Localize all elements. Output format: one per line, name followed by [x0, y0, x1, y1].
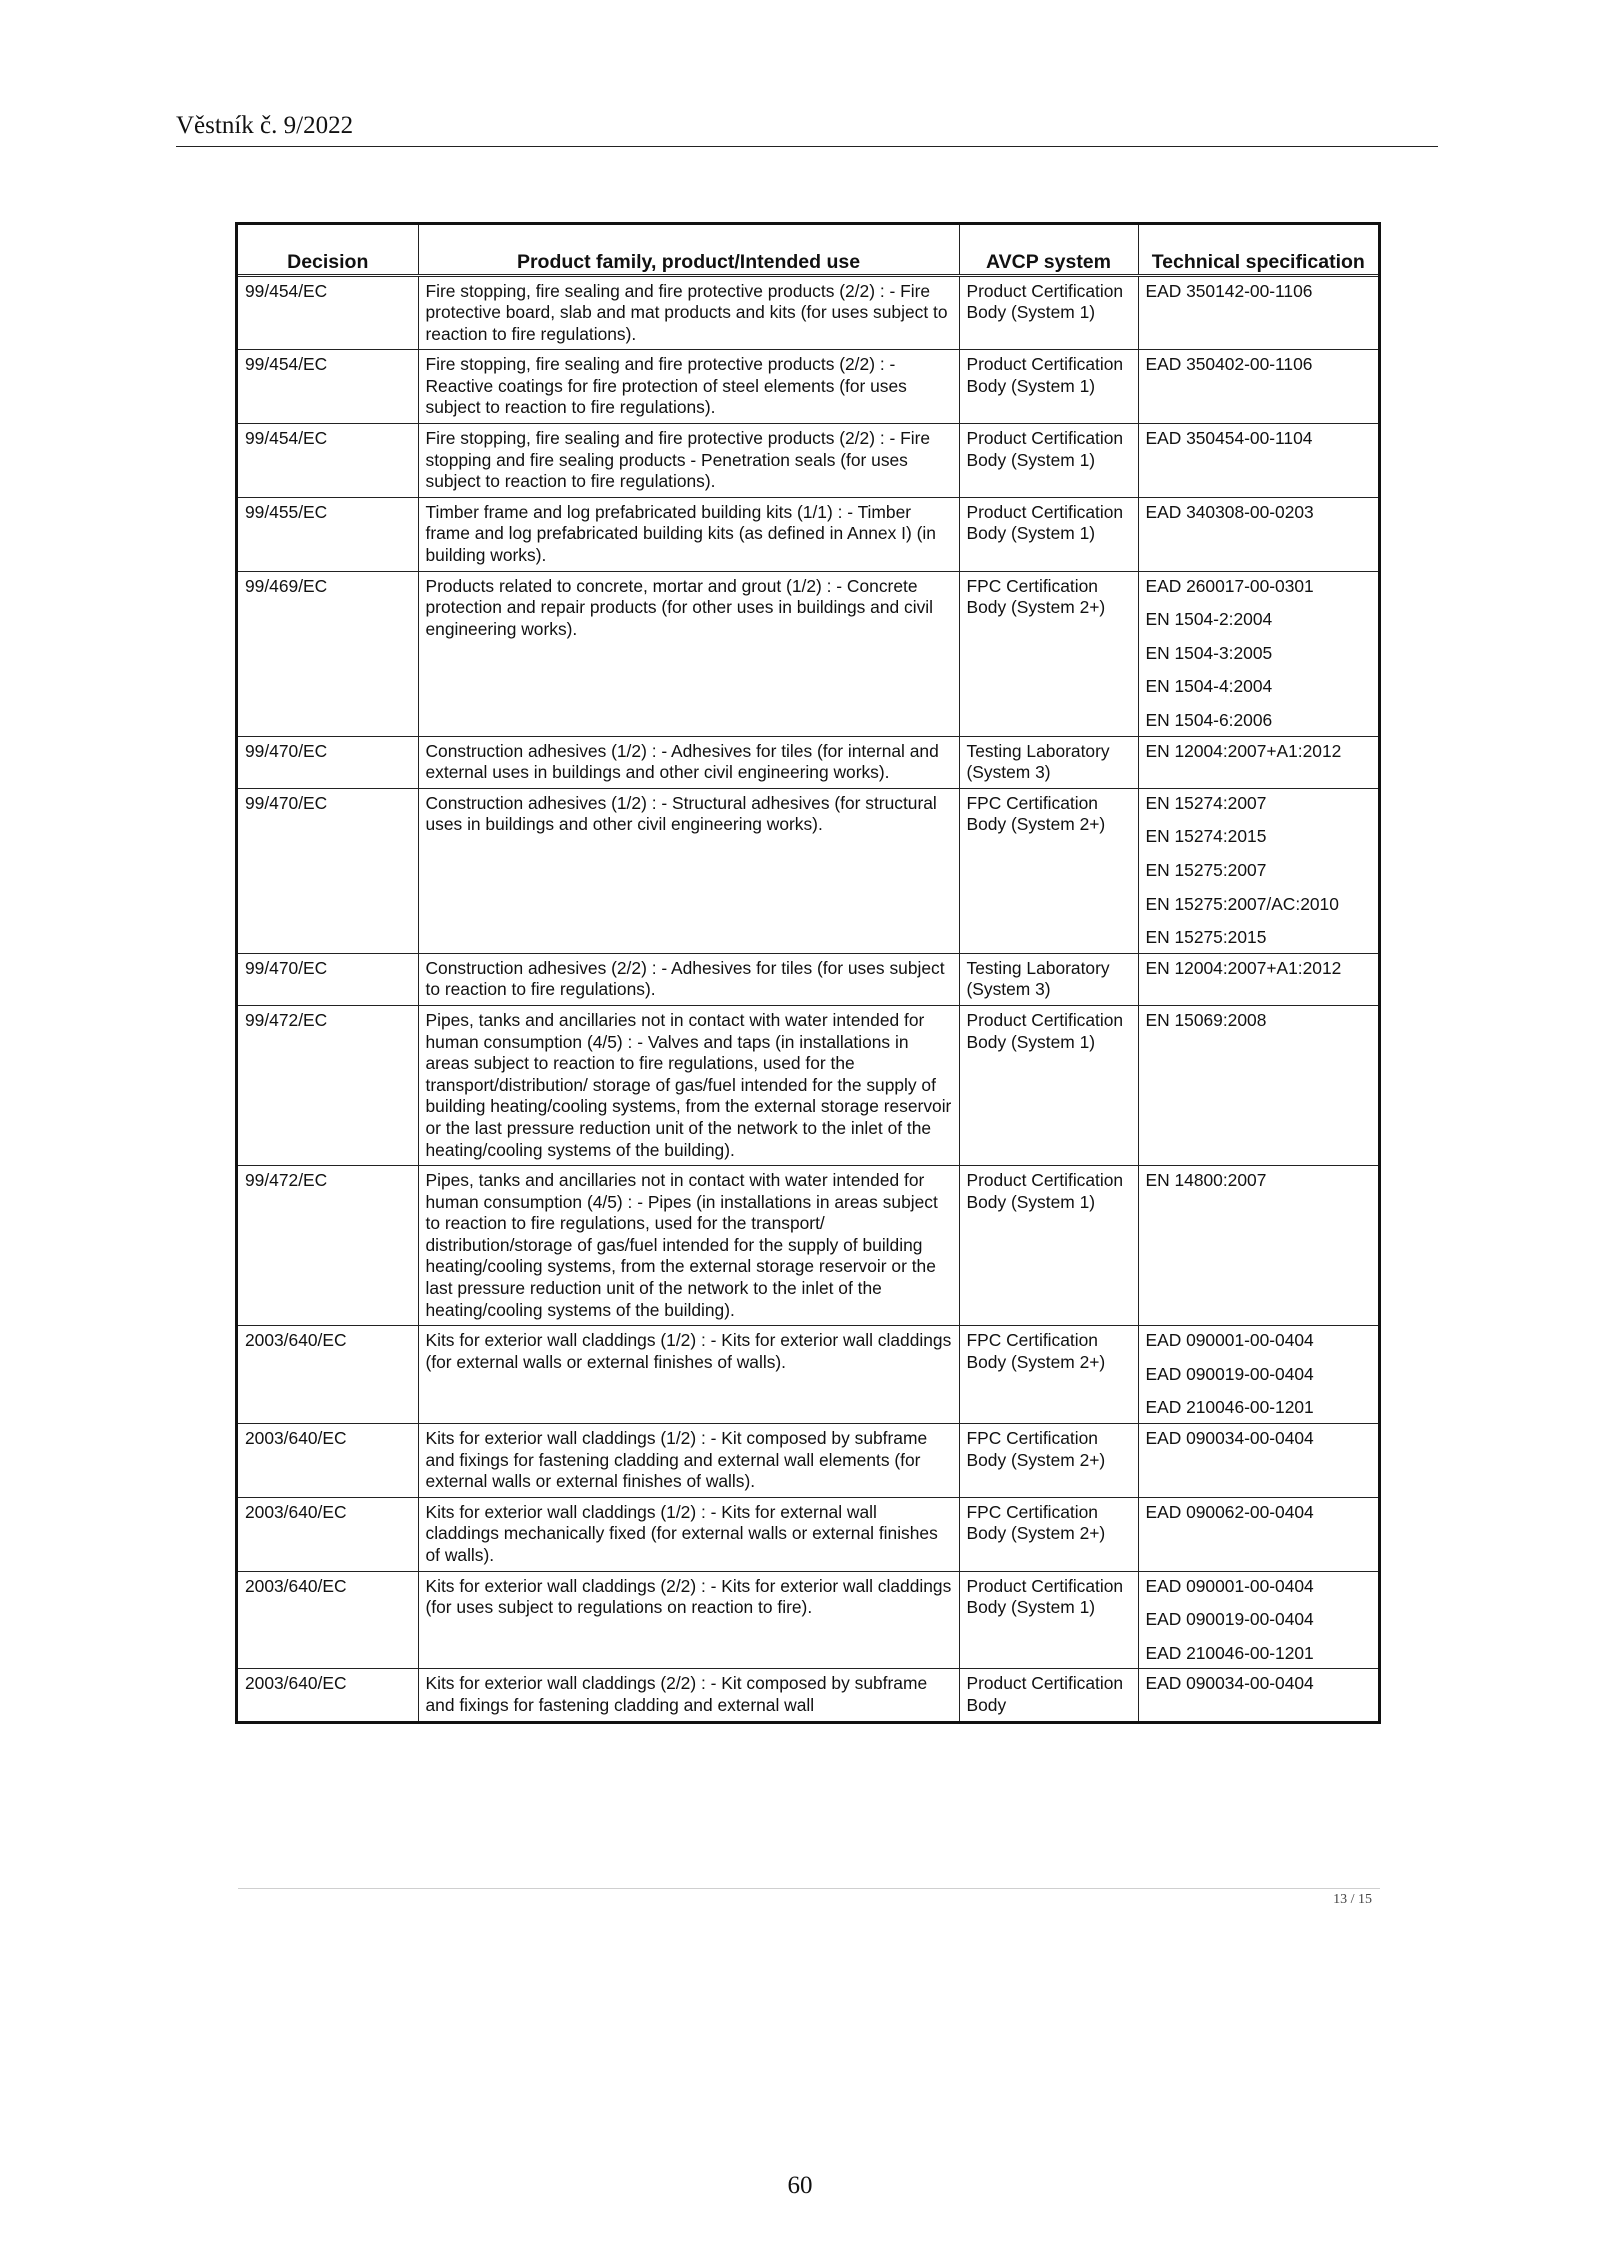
- product-cell: Fire stopping, fire sealing and fire protective products (2/2) : - Fire protective board, slab and mat products and kits (for uses subject to reaction to fire regulations).: [418, 275, 959, 350]
- table-row: [238, 788, 1378, 953]
- technical-spec-cell: [1138, 1669, 1378, 1721]
- technical-spec-cell: [1138, 736, 1378, 788]
- footer-divider: [238, 1888, 1380, 1889]
- technical-spec-item: EAD 350142-00-1106: [1145, 280, 1313, 301]
- decision-cell: 2003/640/EC: [238, 1424, 418, 1498]
- technical-spec-cell: [1138, 788, 1378, 953]
- avcp-cell: FPC Certification Body (System 2+): [959, 1326, 1138, 1424]
- decision-cell: 2003/640/EC: [238, 1571, 418, 1669]
- product-cell: Kits for exterior wall claddings (1/2) : - Kit composed by subframe and fixings for fastening cladding and external wall elements (for external walls or external finishes of walls).: [418, 1424, 959, 1498]
- product-cell: Pipes, tanks and ancillaries not in contact with water intended for human consumption (4/5) : - Pipes (in installations in areas subject to reaction to fire regulations, used for the transport/ distribution/storage of gas/fuel intended for the supply of building heating/cooling systems, from the external storage reservoir or the last pressure reduction unit of the network to the inlet of the heating/cooling systems of the building).: [418, 1166, 959, 1326]
- technical-spec-item: EAD 090001-00-0404: [1145, 1575, 1314, 1596]
- technical-spec-item: EAD 350402-00-1106: [1145, 354, 1313, 375]
- decision-cell: 99/469/EC: [238, 571, 418, 736]
- decision-cell: 99/472/EC: [238, 1005, 418, 1165]
- table-row: [238, 1166, 1378, 1326]
- decision-cell: 2003/640/EC: [238, 1669, 418, 1721]
- table-row: [238, 736, 1378, 788]
- product-cell: Kits for exterior wall claddings (2/2) : - Kits for exterior wall claddings (for uses subject to regulations on reaction to fire).: [418, 1571, 959, 1669]
- technical-spec-cell: [1138, 1497, 1378, 1571]
- decision-cell: 2003/640/EC: [238, 1497, 418, 1571]
- technical-spec-item: EAD 090019-00-0404: [1145, 1363, 1314, 1384]
- avcp-cell: Product Certification Body (System 1): [959, 424, 1138, 498]
- technical-spec-item: EN 12004:2007+A1:2012: [1145, 957, 1342, 978]
- technical-spec-item: EAD 090019-00-0404: [1145, 1609, 1314, 1630]
- product-cell: Fire stopping, fire sealing and fire protective products (2/2) : - Fire stopping and fire sealing products - Penetration seals (for uses subject to reaction to fire regulations).: [418, 424, 959, 498]
- avcp-cell: Product Certification Body (System 1): [959, 350, 1138, 424]
- column-header-technical-spec: Technical specification: [1138, 225, 1378, 275]
- avcp-cell: Product Certification Body (System 1): [959, 497, 1138, 571]
- technical-spec-item: EN 12004:2007+A1:2012: [1145, 740, 1342, 761]
- decision-cell: 99/454/EC: [238, 424, 418, 498]
- technical-spec-item: EN 1504-2:2004: [1145, 609, 1273, 630]
- avcp-cell: Product Certification Body (System 1): [959, 1571, 1138, 1669]
- product-cell: Construction adhesives (2/2) : - Adhesives for tiles (for uses subject to reaction to fire regulations).: [418, 953, 959, 1005]
- product-cell: Kits for exterior wall claddings (2/2) : - Kit composed by subframe and fixings for fastening cladding and external wall: [418, 1669, 959, 1721]
- table-header-row: [238, 225, 1378, 275]
- technical-spec-item: EN 15275:2007/AC:2010: [1145, 893, 1339, 914]
- technical-spec-item: EAD 350454-00-1104: [1145, 428, 1313, 449]
- technical-spec-cell: [1138, 424, 1378, 498]
- table-row: [238, 1424, 1378, 1498]
- avcp-cell: FPC Certification Body (System 2+): [959, 788, 1138, 953]
- table-row: [238, 1571, 1378, 1669]
- page-header-title: Věstník č. 9/2022: [176, 112, 354, 139]
- technical-spec-item: EN 15274:2007: [1145, 792, 1267, 813]
- technical-spec-cell: [1138, 1326, 1378, 1424]
- column-header-avcp: AVCP system: [959, 225, 1138, 275]
- product-cell: Pipes, tanks and ancillaries not in contact with water intended for human consumption (4/5) : - Valves and taps (in installations in areas subject to reaction to fire regulations, used for the transport/distribution/ storage of gas/fuel intended for the supply of building heating/cooling systems, from the external storage reservoir or the last pressure reduction unit of the network to the inlet of the heating/cooling systems of the building).: [418, 1005, 959, 1165]
- table-row: [238, 424, 1378, 498]
- table-row: [238, 1669, 1378, 1721]
- avcp-cell: Product Certification Body (System 1): [959, 1166, 1138, 1326]
- column-header-product: Product family, product/Intended use: [418, 225, 959, 275]
- table-body: [238, 275, 1378, 1721]
- technical-spec-cell: [1138, 571, 1378, 736]
- technical-spec-item: EAD 090001-00-0404: [1145, 1330, 1314, 1351]
- decision-cell: 2003/640/EC: [238, 1326, 418, 1424]
- avcp-cell: Product Certification Body (System 1): [959, 275, 1138, 350]
- decision-cell: 99/472/EC: [238, 1166, 418, 1326]
- avcp-cell: FPC Certification Body (System 2+): [959, 571, 1138, 736]
- decision-cell: 99/470/EC: [238, 788, 418, 953]
- technical-spec-item: EN 15275:2007: [1145, 859, 1267, 880]
- technical-spec-item: EN 1504-4:2004: [1145, 676, 1273, 697]
- product-cell: Construction adhesives (1/2) : - Adhesives for tiles (for internal and external uses in buildings and other civil engineering works).: [418, 736, 959, 788]
- technical-spec-cell: [1138, 1571, 1378, 1669]
- technical-spec-cell: [1138, 1005, 1378, 1165]
- technical-spec-item: EN 15274:2015: [1145, 826, 1267, 847]
- technical-spec-item: EAD 340308-00-0203: [1145, 501, 1314, 522]
- product-cell: Construction adhesives (1/2) : - Structural adhesives (for structural uses in buildings and other civil engineering works).: [418, 788, 959, 953]
- technical-spec-cell: [1138, 275, 1378, 350]
- technical-spec-item: EAD 090062-00-0404: [1145, 1501, 1314, 1522]
- table-row: [238, 497, 1378, 571]
- column-header-decision: Decision: [238, 225, 418, 275]
- technical-spec-item: EAD 090034-00-0404: [1145, 1673, 1314, 1694]
- table-row: [238, 953, 1378, 1005]
- product-cell: Kits for exterior wall claddings (1/2) : - Kits for external wall claddings mechanically fixed (for external walls or external finishes of walls).: [418, 1497, 959, 1571]
- technical-spec-item: EN 1504-6:2006: [1145, 710, 1273, 730]
- decisions-table: [235, 222, 1381, 1724]
- technical-spec-cell: [1138, 953, 1378, 1005]
- technical-spec-item: EN 14800:2007: [1145, 1170, 1267, 1191]
- technical-spec-cell: [1138, 1424, 1378, 1498]
- technical-spec-item: EN 15069:2008: [1145, 1009, 1267, 1030]
- technical-spec-item: EAD 210046-00-1201: [1145, 1397, 1314, 1418]
- avcp-cell: FPC Certification Body (System 2+): [959, 1497, 1138, 1571]
- product-cell: Products related to concrete, mortar and grout (1/2) : - Concrete protection and repair products (for other uses in buildings and civil engineering works).: [418, 571, 959, 736]
- technical-spec-cell: [1138, 497, 1378, 571]
- page-count: 13 / 15: [1333, 1892, 1372, 1907]
- technical-spec-item: EN 15275:2015: [1145, 927, 1267, 948]
- table-row: [238, 571, 1378, 736]
- page-number: 60: [787, 2172, 813, 2199]
- technical-spec-cell: [1138, 350, 1378, 424]
- decision-cell: 99/454/EC: [245, 280, 328, 301]
- table-row: [238, 1326, 1378, 1424]
- technical-spec-cell: [1138, 1166, 1378, 1326]
- decision-cell: 99/455/EC: [238, 497, 418, 571]
- header-divider: [176, 146, 1438, 147]
- avcp-cell: FPC Certification Body (System 2+): [959, 1424, 1138, 1498]
- avcp-cell: Testing Laboratory (System 3): [959, 953, 1138, 1005]
- avcp-cell: Product Certification Body (System 1): [959, 1005, 1138, 1165]
- avcp-cell: Product Certification Body: [959, 1669, 1138, 1721]
- technical-spec-item: EAD 210046-00-1201: [1145, 1642, 1314, 1663]
- table-row: [238, 350, 1378, 424]
- product-cell: Fire stopping, fire sealing and fire protective products (2/2) : - Reactive coatings for fire protection of steel elements (for uses subject to reaction to fire regulations).: [418, 350, 959, 424]
- decision-cell: 99/470/EC: [238, 736, 418, 788]
- table-row: [238, 275, 1378, 350]
- table-row: [238, 1005, 1378, 1165]
- technical-spec-item: EN 1504-3:2005: [1145, 642, 1273, 663]
- table-row: [238, 1497, 1378, 1571]
- product-cell: Kits for exterior wall claddings (1/2) : - Kits for exterior wall claddings (for external walls or external finishes of walls).: [418, 1326, 959, 1424]
- decision-cell: 99/470/EC: [238, 953, 418, 1005]
- avcp-cell: Testing Laboratory (System 3): [959, 736, 1138, 788]
- decision-cell: 99/454/EC: [238, 350, 418, 424]
- technical-spec-item: EAD 090034-00-0404: [1145, 1428, 1314, 1449]
- product-cell: Timber frame and log prefabricated building kits (1/1) : - Timber frame and log prefabricated building kits (as defined in Annex I) (in building works).: [418, 497, 959, 571]
- technical-spec-item: EAD 260017-00-0301: [1145, 575, 1314, 596]
